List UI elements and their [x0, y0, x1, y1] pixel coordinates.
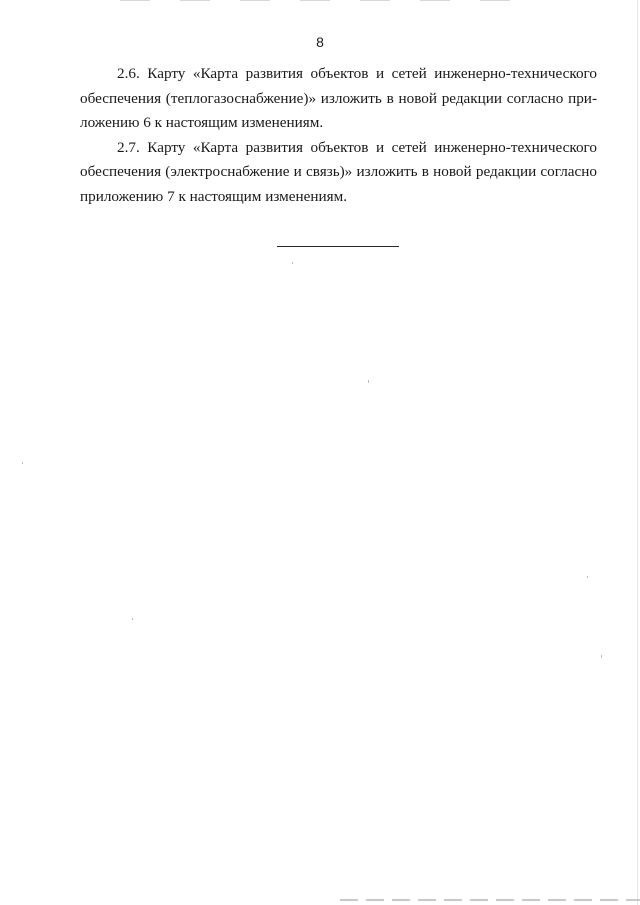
scan-artifact-dot	[587, 576, 588, 578]
scan-artifact-top	[120, 0, 520, 1]
scan-artifact-bottom	[340, 899, 640, 901]
paragraph-2-6: 2.6. Карту «Карта развития объектов и сетей инженерно-технического обеспечения (теплогазоснабжение)» изложить в новой редакции согласно приложению 6 к настоящим изменениям.	[80, 65, 597, 131]
page-number: 8	[316, 34, 324, 50]
scan-artifact-dot	[132, 618, 133, 620]
document-body	[80, 62, 597, 209]
scan-artifact-dot	[292, 262, 293, 264]
scan-artifact-right-edge	[637, 0, 638, 905]
scan-artifact-dot	[368, 380, 369, 383]
scan-artifact-dot	[22, 462, 23, 464]
scan-artifact-dot	[601, 655, 602, 658]
paragraph-2-7: 2.7. Карту «Карта развития объектов и сетей инженерно-технического обеспечения (электроснабжение и связь)» изложить в новой редакции согласно приложению 7 к настоящим изменениям.	[80, 138, 597, 205]
end-separator-line	[277, 246, 399, 247]
